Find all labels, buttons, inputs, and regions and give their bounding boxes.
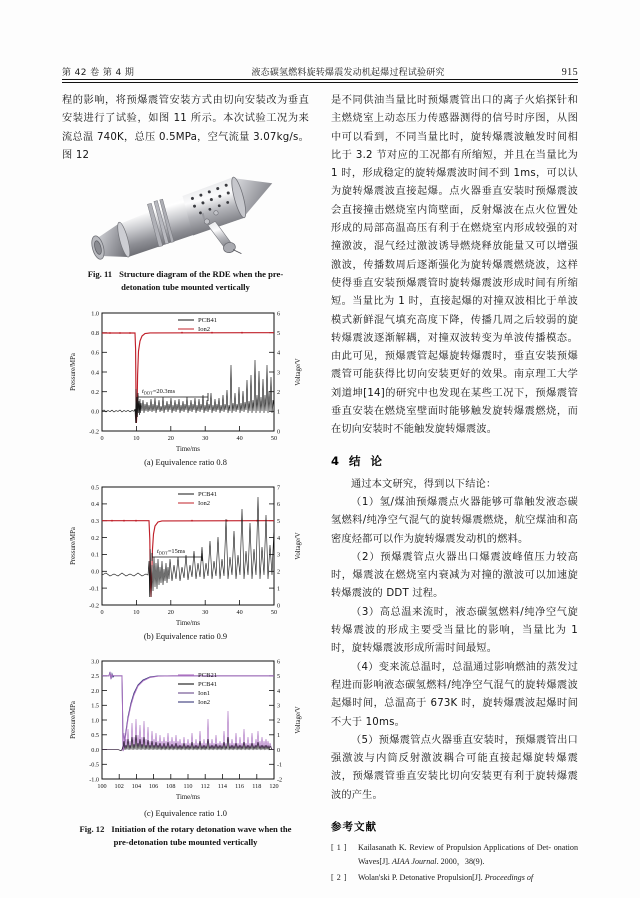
svg-text:PCB41: PCB41	[198, 681, 218, 689]
volume-issue: 第 42 卷 第 4 期	[62, 68, 135, 78]
article-running-title: 液态碳氢燃料旋转爆震发动机起爆过程试验研究	[251, 68, 445, 78]
chart-a-subcaption: (a) Equivalence ratio 0.8	[144, 458, 227, 468]
svg-text:1.5: 1.5	[91, 702, 99, 710]
svg-text:0.6: 0.6	[91, 349, 99, 357]
svg-text:4: 4	[277, 535, 281, 543]
reference-item	[331, 871, 578, 885]
svg-text:-0.2: -0.2	[89, 428, 99, 436]
svg-text:0.4: 0.4	[91, 369, 99, 377]
svg-text:0.5: 0.5	[91, 484, 99, 492]
svg-text:5: 5	[277, 330, 281, 338]
svg-text:10: 10	[133, 609, 140, 617]
running-head	[62, 56, 578, 78]
svg-text:7: 7	[277, 484, 281, 492]
svg-text:0.4: 0.4	[91, 501, 99, 509]
conclusion-item-2: （2）预爆震管点火器出口爆震波峰值压力较高时，爆震波在燃烧室内衰减为对撞的激波可以加速旋转爆震波的 DDT 过程。	[331, 551, 578, 600]
svg-text:0.0: 0.0	[91, 568, 99, 576]
svg-text:20: 20	[167, 435, 174, 443]
chart-c-subcaption: (c) Equivalence ratio 1.0	[144, 809, 227, 819]
svg-text:50: 50	[270, 609, 278, 617]
svg-text:Time/ms: Time/ms	[176, 446, 200, 454]
svg-text:0.0: 0.0	[91, 746, 99, 754]
svg-text:tDDT=20.3ms: $t_{DDT}=20.3ms$	[142, 388, 176, 396]
figure-11-caption	[62, 268, 309, 293]
svg-text:Ion1: Ion1	[198, 690, 211, 698]
chart-equivalence-09	[62, 479, 309, 641]
reference-journal: AIAA Journal	[391, 856, 437, 866]
svg-text:1: 1	[277, 408, 281, 416]
svg-text:110: 110	[183, 783, 193, 791]
reference-text-b: onation Waves[J].	[358, 842, 578, 866]
svg-text:-1: -1	[277, 761, 283, 769]
svg-text:10: 10	[133, 435, 140, 443]
svg-text:114: 114	[217, 783, 227, 791]
svg-text:1: 1	[277, 732, 281, 740]
header-rule	[62, 79, 578, 83]
svg-text:5: 5	[277, 518, 281, 526]
svg-text:Ion2: Ion2	[198, 500, 211, 508]
figure-11-caption-line2: detonation tube mounted vertically	[121, 281, 250, 292]
svg-text:118: 118	[252, 783, 262, 791]
figure-11-image	[64, 171, 307, 263]
conclusion-item-1: （1）氢/煤油预爆震点火器能够可靠触发液态碳氢燃料/纯净空气混气的旋转爆震燃烧，航空煤油和高密度烃都可以作为旋转爆震发动机的燃料。	[331, 496, 578, 545]
page-number: 915	[561, 67, 578, 78]
conclusion-lead: 通过本文研究，得到以下结论：	[351, 478, 497, 490]
svg-text:3.0: 3.0	[91, 658, 99, 666]
reference-text-a: Wolan'ski P. Detonative Propulsion[J].	[358, 872, 485, 882]
svg-text:4: 4	[277, 687, 281, 695]
svg-text:104: 104	[131, 783, 142, 791]
section-4-number: 4	[331, 453, 343, 468]
svg-text:PCB21: PCB21	[198, 672, 218, 680]
svg-text:112: 112	[200, 783, 210, 791]
svg-text:4: 4	[277, 349, 281, 357]
svg-text:0: 0	[277, 428, 281, 436]
section-4-title: 结 论	[349, 453, 386, 468]
reference-text-a: Kailasanath K. Review of Propulsion Applications of Det-	[358, 842, 552, 852]
conclusion-item-5: （5）预爆震管点火器垂直安装时，预爆震管出口强激波与内筒反射激波耦合可能直接起爆旋转爆震波，预爆震管垂直安装比切向安装更有利于旋转爆震波的产生。	[331, 734, 578, 801]
svg-text:40: 40	[236, 609, 243, 617]
svg-text:0.2: 0.2	[91, 389, 99, 397]
svg-text:6: 6	[277, 658, 281, 666]
svg-text:0: 0	[277, 602, 281, 610]
svg-text:0.1: 0.1	[91, 551, 99, 559]
svg-text:0: 0	[100, 435, 104, 443]
svg-text:6: 6	[277, 501, 281, 509]
svg-text:Time/ms: Time/ms	[176, 620, 200, 628]
svg-text:PCB41: PCB41	[198, 491, 218, 499]
svg-text:30: 30	[202, 435, 209, 443]
chart-a-svg	[62, 305, 309, 457]
svg-text:-0.1: -0.1	[89, 585, 99, 593]
svg-text:102: 102	[114, 783, 124, 791]
svg-text:0: 0	[277, 746, 281, 754]
reference-number: [ 1 ]	[331, 842, 347, 852]
svg-text:tDDT=15ms: $t_{DDT}=15ms$	[157, 548, 186, 556]
svg-text:0.2: 0.2	[91, 535, 99, 543]
chart-b-subcaption: (b) Equivalence ratio 0.9	[143, 632, 228, 642]
conclusion-item-4: （4）变来流总温时，总温通过影响燃油的蒸发过程进而影响液态碳氢燃料/纯净空气混气的旋转爆震波起爆时间，总温高于 673K 时，旋转爆震波起爆时间不大于 10ms。	[331, 661, 578, 728]
svg-text:108: 108	[166, 783, 176, 791]
svg-text:1.0: 1.0	[91, 717, 99, 725]
svg-text:-1.0: -1.0	[89, 776, 99, 784]
svg-text:5: 5	[277, 673, 281, 681]
svg-text:2.5: 2.5	[91, 673, 99, 681]
svg-text:0: 0	[100, 609, 104, 617]
chart-c-svg	[62, 653, 309, 808]
references-heading: 参考文献	[331, 820, 377, 833]
figure-12-caption	[62, 823, 309, 848]
right-paragraph-1: 是不同供油当量比时预爆震管出口的离子火焰探针和主燃烧室上动态压力传感器测得的信号时序图，从图中可以看到，不同当量比时，旋转爆震波触发时间相比于 3.2 节对应的工况都有所缩短，并且在当量比为 1 时，形成稳定的旋转爆震波时间不到 1ms，可以认为旋转爆震波直接起爆。点火器垂直安装时预爆震波会直接撞击燃烧室内筒壁面，反射爆波在点火位置处形成的局部高温高压有利于在燃烧室内形成较强的对撞激波，混气经过激波诱导燃烧释放能量又可以增强激波，传播数周后逐渐强化为旋转爆震燃烧波，这样使得垂直安装预爆震管时旋转爆震波形成时间有所缩短。当量比为 1 时，直接起爆的对撞双波相比于单波模式新鲜混气填充高度下降，传播几周之后较弱的旋转爆震波逐渐解耦，对撞双波转变为单波传播模态。由此可见，预爆震管起爆旋转爆震时，垂直安装预爆震管可能获得比切向安装更好的效果。南京理工大学刘道坤[14]的研究中也发现在某些工况下，预爆震管垂直安装在燃烧室壁面时能够触发旋转爆震燃烧，而在切向安装时不能触发旋转爆震波。	[331, 95, 578, 436]
chart-equivalence-08	[62, 305, 309, 467]
svg-text:40: 40	[236, 435, 243, 443]
figure-12-caption-line2: pre-detonation tube mounted vertically	[113, 836, 258, 847]
svg-text:2: 2	[277, 717, 281, 725]
svg-text:1: 1	[277, 585, 281, 593]
reference-journal: Proceedings of	[484, 872, 534, 882]
svg-text:Ion2: Ion2	[198, 699, 211, 707]
figure-12-caption-line1: Initiation of the rotary detonation wave when the	[111, 824, 292, 835]
svg-text:-2: -2	[277, 776, 283, 784]
svg-text:116: 116	[235, 783, 245, 791]
reference-item	[331, 841, 578, 869]
svg-text:-0.5: -0.5	[89, 761, 99, 769]
svg-text:6: 6	[277, 310, 281, 318]
svg-text:3: 3	[277, 551, 281, 559]
svg-text:Pressure/MPa: Pressure/MPa	[70, 527, 77, 566]
svg-text:Pressure/MPa: Pressure/MPa	[70, 353, 77, 392]
left-paragraph-1: 程的影响，将预爆震管安装方式由切向安装改为垂直安装进行了试验，如图 11 所示。本次试验工况为来流总温 740K，总压 0.5MPa，空气流量 3.07kg/s。图 12	[62, 95, 309, 161]
svg-text:-0.2: -0.2	[89, 602, 99, 610]
svg-text:2: 2	[277, 389, 281, 397]
figure-11-caption-line1: Structure diagram of the RDE when the pre-	[119, 269, 284, 280]
svg-text:3: 3	[277, 702, 281, 710]
right-column	[331, 92, 578, 887]
svg-text:Pressure/MPa: Pressure/MPa	[70, 701, 77, 740]
svg-text:100: 100	[97, 783, 107, 791]
svg-text:Voltage/V: Voltage/V	[295, 706, 302, 734]
svg-text:PCB41: PCB41	[198, 317, 218, 325]
svg-text:20: 20	[167, 609, 174, 617]
svg-text:Voltage/V: Voltage/V	[295, 532, 302, 560]
figure-12-label: Fig. 12	[79, 824, 105, 835]
reference-text	[358, 871, 578, 885]
chart-b-svg	[62, 479, 309, 631]
left-column	[62, 92, 309, 848]
reference-number: [ 2 ]	[331, 872, 347, 882]
svg-text:Ion2: Ion2	[198, 326, 211, 334]
svg-text:0.3: 0.3	[91, 518, 99, 526]
chart-equivalence-10	[62, 653, 309, 818]
figure-11-label: Fig. 11	[87, 269, 113, 280]
svg-text:Voltage/V: Voltage/V	[295, 358, 302, 386]
reference-text	[358, 841, 578, 869]
svg-text:2.0: 2.0	[91, 687, 99, 695]
svg-text:0.0: 0.0	[91, 408, 99, 416]
svg-text:30: 30	[202, 609, 209, 617]
reference-text-c: . 2000，38(9).	[436, 856, 485, 866]
svg-text:106: 106	[148, 783, 159, 791]
svg-text:2: 2	[277, 568, 281, 576]
svg-text:Time/ms: Time/ms	[176, 794, 200, 802]
svg-text:120: 120	[269, 783, 279, 791]
svg-text:50: 50	[270, 435, 278, 443]
svg-text:0.5: 0.5	[91, 732, 99, 740]
conclusion-item-3: （3）高总温来流时，液态碳氢燃料/纯净空气旋转爆震波的形成主要受当量比的影响，当量比为 1 时，旋转爆震波形成所需时间最短。	[331, 606, 578, 655]
svg-text:1.0: 1.0	[91, 310, 99, 318]
svg-text:3: 3	[277, 369, 281, 377]
svg-text:0.8: 0.8	[91, 330, 99, 338]
section-4-heading	[331, 453, 578, 469]
